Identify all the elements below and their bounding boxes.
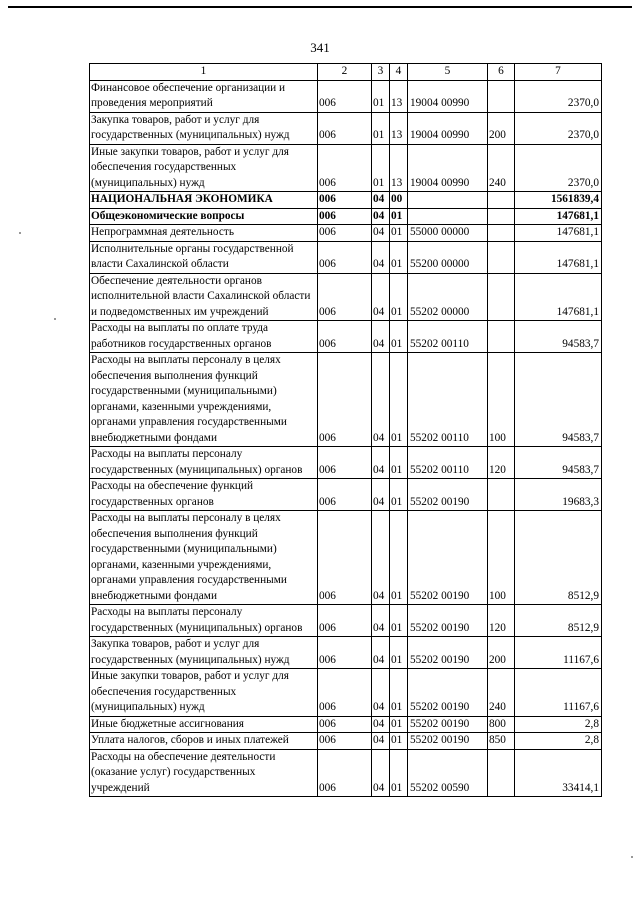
section-code-cell: 04 — [372, 479, 390, 511]
amount-cell: 147681,1 — [515, 208, 602, 225]
expense-type-cell — [488, 479, 515, 511]
expense-type-cell — [488, 80, 515, 112]
expense-type-cell — [488, 273, 515, 321]
page-number: 341 — [310, 40, 330, 55]
expense-type-cell: 800 — [488, 716, 515, 733]
ministry-code-cell: 006 — [318, 447, 372, 479]
amount-cell: 1561839,4 — [515, 192, 602, 209]
header-cell: 6 — [488, 64, 515, 81]
section-code-cell: 04 — [372, 716, 390, 733]
expenditure-name-cell: Иные бюджетные ассигнования — [90, 716, 318, 733]
expense-type-cell: 200 — [488, 112, 515, 144]
target-article-cell — [408, 192, 488, 209]
amount-cell: 11167,6 — [515, 637, 602, 669]
expense-type-cell — [488, 192, 515, 209]
table-row — [90, 112, 602, 144]
table-row — [90, 225, 602, 242]
target-article-cell: 55000 00000 — [408, 225, 488, 242]
target-article-cell: 55202 00590 — [408, 749, 488, 797]
expenditure-name-cell: Расходы на обеспечение деятельности (оказание услуг) государственных учреждений — [90, 749, 318, 797]
expenditure-name-cell: Расходы на обеспечение функций государственных органов — [90, 479, 318, 511]
amount-cell: 33414,1 — [515, 749, 602, 797]
ministry-code-cell: 006 — [318, 353, 372, 447]
target-article-cell: 55202 00110 — [408, 321, 488, 353]
expense-type-cell: 120 — [488, 605, 515, 637]
target-article-cell: 55202 00110 — [408, 447, 488, 479]
expense-type-cell — [488, 241, 515, 273]
table-row — [90, 669, 602, 717]
target-article-cell: 19004 00990 — [408, 144, 488, 192]
expense-type-cell — [488, 225, 515, 242]
expense-type-cell: 100 — [488, 511, 515, 605]
ministry-code-cell: 006 — [318, 733, 372, 750]
ministry-code-cell: 006 — [318, 208, 372, 225]
subsection-code-cell: 01 — [390, 479, 408, 511]
ministry-code-cell: 006 — [318, 225, 372, 242]
amount-cell: 2,8 — [515, 716, 602, 733]
expenditure-name-cell: Расходы на выплаты персоналу в целях обеспечения выполнения функций государственными (муниципальными) органами, казенными учреждениями, органами управления государственными внебюджетными фондами — [90, 511, 318, 605]
expenditure-name-cell: Исполнительные органы государственной власти Сахалинской области — [90, 241, 318, 273]
amount-cell: 147681,1 — [515, 241, 602, 273]
expenditure-name-cell: Расходы на выплаты персоналу государственных (муниципальных) органов — [90, 605, 318, 637]
expenditure-name-cell: Уплата налогов, сборов и иных платежей — [90, 733, 318, 750]
ministry-code-cell: 006 — [318, 241, 372, 273]
amount-cell: 94583,7 — [515, 321, 602, 353]
header-cell: 5 — [408, 64, 488, 81]
header-cell: 4 — [390, 64, 408, 81]
subsection-code-cell: 01 — [390, 733, 408, 750]
ministry-code-cell: 006 — [318, 479, 372, 511]
section-code-cell: 04 — [372, 733, 390, 750]
table-row — [90, 637, 602, 669]
table-row — [90, 733, 602, 750]
expenditure-name-cell: Иные закупки товаров, работ и услуг для обеспечения государственных (муниципальных) нужд — [90, 144, 318, 192]
section-code-cell: 04 — [372, 669, 390, 717]
target-article-cell: 55202 00190 — [408, 716, 488, 733]
section-code-cell: 04 — [372, 637, 390, 669]
subsection-code-cell: 01 — [390, 447, 408, 479]
expense-type-cell: 200 — [488, 637, 515, 669]
page-top-rule — [8, 6, 632, 8]
amount-cell: 147681,1 — [515, 273, 602, 321]
section-code-cell: 04 — [372, 749, 390, 797]
ministry-code-cell: 006 — [318, 80, 372, 112]
amount-cell: 8512,9 — [515, 605, 602, 637]
expenditure-name-cell: Непрограммная деятельность — [90, 225, 318, 242]
section-code-cell: 04 — [372, 321, 390, 353]
header-cell: 1 — [90, 64, 318, 81]
expenditure-name-cell: Иные закупки товаров, работ и услуг для обеспечения государственных (муниципальных) нужд — [90, 669, 318, 717]
scan-speck — [54, 318, 56, 320]
ministry-code-cell: 006 — [318, 716, 372, 733]
section-code-cell: 01 — [372, 112, 390, 144]
target-article-cell — [408, 208, 488, 225]
expenditure-name-cell: Расходы на выплаты персоналу в целях обеспечения выполнения функций государственными (муниципальными) органами, казенными учреждениями, органами управления государственными внебюджетными фондами — [90, 353, 318, 447]
expenditure-name-cell: Финансовое обеспечение организации и проведения мероприятий — [90, 80, 318, 112]
ministry-code-cell: 006 — [318, 637, 372, 669]
section-code-cell: 04 — [372, 447, 390, 479]
ministry-code-cell: 006 — [318, 749, 372, 797]
expenditure-name-cell: Закупка товаров, работ и услуг для государственных (муниципальных) нужд — [90, 637, 318, 669]
target-article-cell: 55202 00190 — [408, 479, 488, 511]
target-article-cell: 55202 00190 — [408, 669, 488, 717]
expenditure-name-cell: Расходы на выплаты по оплате труда работников государственных органов — [90, 321, 318, 353]
subsection-code-cell: 01 — [390, 241, 408, 273]
expenditure-name-cell: Общеэкономические вопросы — [90, 208, 318, 225]
expenditure-name-cell: Обеспечение деятельности органов исполнительной власти Сахалинской области и подведомственных им учреждений — [90, 273, 318, 321]
target-article-cell: 55202 00190 — [408, 511, 488, 605]
ministry-code-cell: 006 — [318, 273, 372, 321]
table-row — [90, 144, 602, 192]
amount-cell: 2370,0 — [515, 144, 602, 192]
subsection-code-cell: 01 — [390, 353, 408, 447]
scan-speck — [631, 856, 633, 858]
section-code-cell: 01 — [372, 144, 390, 192]
table-row — [90, 749, 602, 797]
amount-cell: 2370,0 — [515, 80, 602, 112]
amount-cell: 8512,9 — [515, 511, 602, 605]
subsection-code-cell: 00 — [390, 192, 408, 209]
expense-type-cell — [488, 208, 515, 225]
table-header-row — [90, 64, 602, 81]
ministry-code-cell: 006 — [318, 144, 372, 192]
table-row — [90, 208, 602, 225]
section-code-cell: 04 — [372, 225, 390, 242]
expense-type-cell — [488, 749, 515, 797]
subsection-code-cell: 01 — [390, 321, 408, 353]
header-cell: 3 — [372, 64, 390, 81]
table-row — [90, 716, 602, 733]
target-article-cell: 55202 00190 — [408, 733, 488, 750]
header-cell: 2 — [318, 64, 372, 81]
target-article-cell: 55200 00000 — [408, 241, 488, 273]
amount-cell: 11167,6 — [515, 669, 602, 717]
expenditure-name-cell: Закупка товаров, работ и услуг для государственных (муниципальных) нужд — [90, 112, 318, 144]
ministry-code-cell: 006 — [318, 112, 372, 144]
subsection-code-cell: 01 — [390, 605, 408, 637]
target-article-cell: 19004 00990 — [408, 112, 488, 144]
expense-type-cell — [488, 321, 515, 353]
subsection-code-cell: 01 — [390, 637, 408, 669]
header-cell: 7 — [515, 64, 602, 81]
ministry-code-cell: 006 — [318, 321, 372, 353]
expense-type-cell: 240 — [488, 669, 515, 717]
ministry-code-cell: 006 — [318, 511, 372, 605]
amount-cell: 147681,1 — [515, 225, 602, 242]
section-code-cell: 04 — [372, 605, 390, 637]
section-code-cell: 04 — [372, 192, 390, 209]
table-row — [90, 605, 602, 637]
subsection-code-cell: 13 — [390, 112, 408, 144]
table-row — [90, 80, 602, 112]
expenditure-name-cell: НАЦИОНАЛЬНАЯ ЭКОНОМИКА — [90, 192, 318, 209]
table-row — [90, 273, 602, 321]
expense-type-cell: 100 — [488, 353, 515, 447]
section-code-cell: 04 — [372, 353, 390, 447]
subsection-code-cell: 13 — [390, 80, 408, 112]
subsection-code-cell: 01 — [390, 225, 408, 242]
target-article-cell: 55202 00000 — [408, 273, 488, 321]
expense-type-cell: 240 — [488, 144, 515, 192]
table-row — [90, 192, 602, 209]
section-code-cell: 01 — [372, 80, 390, 112]
scan-speck — [19, 232, 21, 234]
section-code-cell: 04 — [372, 208, 390, 225]
table-row — [90, 353, 602, 447]
ministry-code-cell: 006 — [318, 192, 372, 209]
subsection-code-cell: 01 — [390, 273, 408, 321]
ministry-code-cell: 006 — [318, 605, 372, 637]
amount-cell: 19683,3 — [515, 479, 602, 511]
subsection-code-cell: 01 — [390, 208, 408, 225]
expense-type-cell: 850 — [488, 733, 515, 750]
amount-cell: 2,8 — [515, 733, 602, 750]
table-row — [90, 479, 602, 511]
section-code-cell: 04 — [372, 273, 390, 321]
subsection-code-cell: 13 — [390, 144, 408, 192]
target-article-cell: 55202 00190 — [408, 605, 488, 637]
section-code-cell: 04 — [372, 241, 390, 273]
subsection-code-cell: 01 — [390, 669, 408, 717]
table-row — [90, 447, 602, 479]
table-row — [90, 241, 602, 273]
budget-table — [89, 63, 602, 797]
section-code-cell: 04 — [372, 511, 390, 605]
expense-type-cell: 120 — [488, 447, 515, 479]
amount-cell: 2370,0 — [515, 112, 602, 144]
subsection-code-cell: 01 — [390, 511, 408, 605]
target-article-cell: 55202 00110 — [408, 353, 488, 447]
amount-cell: 94583,7 — [515, 353, 602, 447]
subsection-code-cell: 01 — [390, 716, 408, 733]
subsection-code-cell: 01 — [390, 749, 408, 797]
target-article-cell: 55202 00190 — [408, 637, 488, 669]
table-row — [90, 321, 602, 353]
ministry-code-cell: 006 — [318, 669, 372, 717]
table-row — [90, 511, 602, 605]
target-article-cell: 19004 00990 — [408, 80, 488, 112]
amount-cell: 94583,7 — [515, 447, 602, 479]
expenditure-name-cell: Расходы на выплаты персоналу государственных (муниципальных) органов — [90, 447, 318, 479]
